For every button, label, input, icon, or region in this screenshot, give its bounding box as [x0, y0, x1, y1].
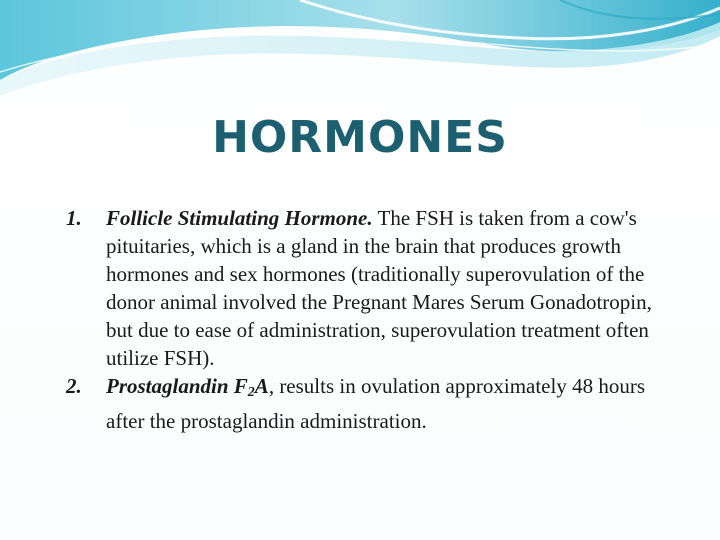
term-subscript: 2	[247, 385, 255, 400]
term-fsh: Follicle Stimulating Hormone.	[106, 206, 373, 230]
list-number: 1.	[66, 206, 82, 230]
wave-header-decoration	[0, 0, 720, 120]
term-end: A	[254, 374, 269, 398]
item-text: The FSH is taken from a cow's pituitaries, which is a gland in the brain that produces growth hormones and sex hormones (traditionally superovulation of the donor animal involved the Pregnant Mares Serum Gonadotropin, but due to ease of administration, superovulation treatment often utilize FSH).	[106, 206, 652, 370]
list-item	[66, 372, 656, 435]
hormone-list	[66, 204, 656, 435]
slide-title: HORMONES	[212, 112, 508, 163]
term-prostaglandin	[106, 374, 269, 398]
term-main: Prostaglandin F	[106, 374, 248, 398]
item-text: , results in ovulation approximately 48 hours after the prostaglandin administration.	[106, 374, 646, 433]
list-number: 2.	[66, 374, 82, 398]
list-item	[66, 204, 656, 372]
